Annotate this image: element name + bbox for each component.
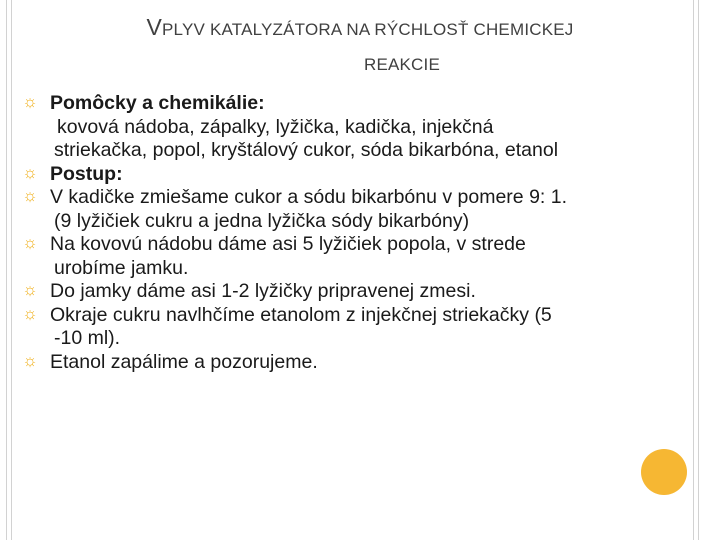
- title-initial: V: [146, 14, 163, 40]
- left-border-line-inner: [11, 0, 12, 540]
- bullet-list: [20, 92, 685, 374]
- sun-icon: ☼: [22, 350, 38, 370]
- sun-icon: ☼: [22, 162, 38, 182]
- bullet-continuation: striekačka, popol, kryštálový cukor, sóda bikarbóna, etanol: [54, 139, 559, 161]
- bullet-continuation: (9 lyžičiek cukru a jedna lyžička sódy bikarbóny): [54, 209, 470, 232]
- bullet-item-step-4: [20, 304, 685, 328]
- title-line-1-text: PLYV KATALYZÁTORA NA RÝCHLOSŤ CHEMICKEJ: [162, 20, 574, 39]
- sun-icon: ☼: [22, 233, 38, 252]
- bullet-item-postup: [20, 163, 685, 187]
- bullet-item-step-5: [20, 351, 685, 375]
- bullet-continuation: -10 ml).: [54, 327, 121, 349]
- bullet-item-step-2: [20, 233, 685, 257]
- sun-icon: ☼: [22, 280, 38, 299]
- sun-icon: ☼: [22, 303, 38, 323]
- sun-icon: ☼: [22, 186, 38, 205]
- slide-title: [40, 12, 680, 79]
- right-border-line: [698, 0, 699, 540]
- title-line-1: [40, 12, 680, 45]
- bullet-text: Postup:: [50, 162, 123, 185]
- bullet-text: Na kovovú nádobu dáme asi 5 lyžičiek popola, v strede: [50, 233, 526, 255]
- bullet-text: Etanol zapálime a pozorujeme.: [50, 350, 318, 373]
- left-border-line: [6, 0, 7, 540]
- bullet-continuation: kovová nádoba, zápalky, lyžička, kadička, injekčná: [57, 115, 494, 138]
- bullet-text: Okraje cukru navlhčíme etanolom z injekčnej striekačky (5: [50, 303, 552, 326]
- bullet-text: Do jamky dáme asi 1-2 lyžičky pripravenej zmesi.: [50, 280, 476, 302]
- bullet-item-step-1: [20, 186, 685, 210]
- bullet-text: Pomôcky a chemikálie:: [50, 92, 265, 114]
- right-border-line-inner: [693, 0, 694, 540]
- bullet-continuation: urobíme jamku.: [54, 256, 189, 279]
- bullet-item-pomocky: [20, 92, 685, 116]
- title-line-2: REAKCIE: [363, 55, 441, 74]
- bullet-item-step-3: [20, 280, 685, 304]
- bullet-text: V kadičke zmiešame cukor a sódu bikarbónu v pomere 9: 1.: [50, 186, 568, 208]
- sun-icon: ☼: [22, 92, 38, 111]
- decorative-circle: [641, 449, 687, 495]
